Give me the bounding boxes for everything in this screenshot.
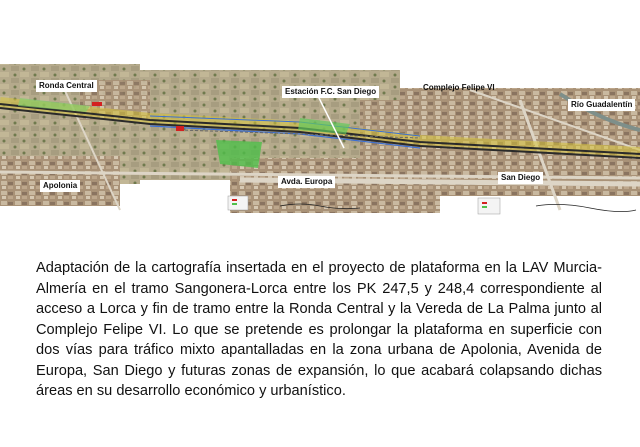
label-complejo-felipe-vi: Complejo Felipe VI bbox=[423, 83, 495, 92]
caption: Adaptación de la cartografía insertada en el proyecto de plataforma en la LAV Murcia-Almería en el tramo Sangonera-Lorca entre los PK 247,5 y 248,4 correspondiente al acceso a Lorca y fin de tramo entre la Ronda Central y la Vereda de La Palma junto al Complejo Felipe VI. Lo que se pretende es prolongar la plataforma en superficie con dos vías para tráfico mixto apantalladas en la zona urbana de Apolonia, Avenida de Europa, San Diego y futuras zonas de expansión, lo que acabará colapsando dichas áreas en su desarrollo económico y urbanístico. bbox=[36, 260, 602, 399]
label-san-diego: San Diego bbox=[498, 172, 543, 184]
sheet-margin bbox=[440, 196, 640, 216]
label-estacion-san-diego: Estación F.C. San Diego bbox=[282, 86, 379, 98]
label-rio-guadalentin: Río Guadalentín bbox=[568, 99, 635, 111]
label-ronda-central: Ronda Central bbox=[36, 80, 97, 92]
sheet-margin bbox=[120, 196, 230, 210]
label-apolonia: Apolonia bbox=[40, 180, 80, 192]
label-avda-europa: Avda. Europa bbox=[278, 176, 335, 188]
